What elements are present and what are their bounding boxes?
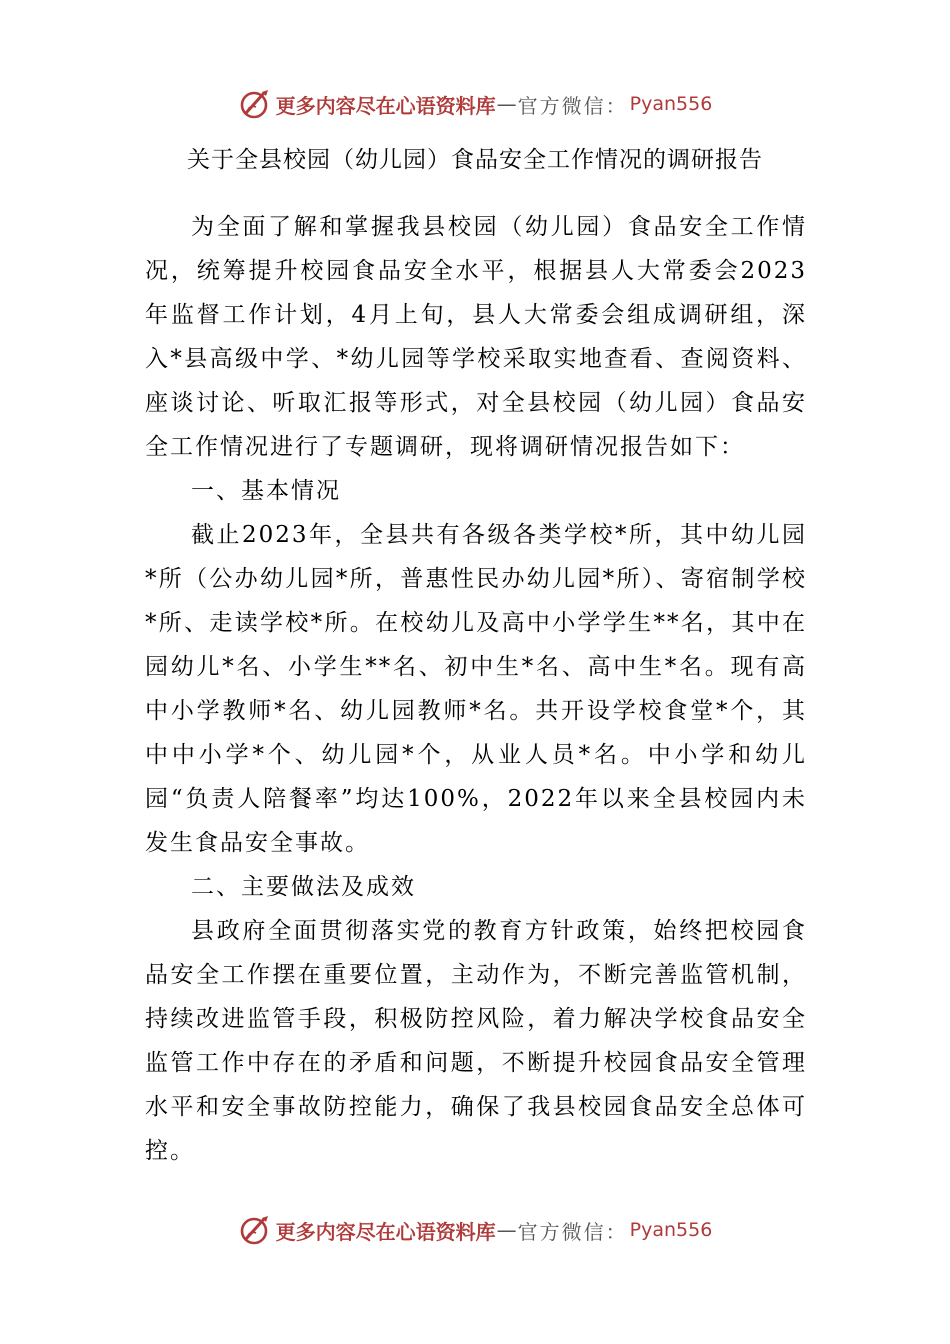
document-body [145,205,807,1173]
document-title: 关于全县校园（幼儿园）食品安全工作情况的调研报告 [187,147,763,173]
banner-wechat-id: Pyan556 [629,1219,713,1241]
pen-logo-icon [238,1213,272,1247]
section-heading-basic: 一、基本情况 [191,478,341,504]
basic-situation-paragraph: 截止2023年，全县共有各级各类学校*所，其中幼儿园*所（公办幼儿园*所，普惠性民办幼儿园*所）、寄宿制学校*所、走读学校*所。在校幼儿及高中小学学生**名，其中在园幼儿*名、小学生**名、初中生*名、高中生*名。现有高中小学教师*名、幼儿园教师*名。共开设学校食堂*个，其中中小学*个、幼儿园*个，从业人员*名。中小学和幼儿园“负责人陪餐率”均达100%，2022年以来全县校园内未发生食品安全事故。 [145,522,807,856]
watermark-banner-bottom [0,1210,950,1250]
banner-wechat-label: 官方微信： [517,1219,628,1244]
banner-wechat-id: Pyan556 [629,93,713,115]
banner-separator: — [496,92,517,116]
banner-separator: — [496,1218,517,1242]
watermark-banner-top [0,84,950,124]
banner-wechat-label: 官方微信： [517,93,628,118]
banner-main-text: 更多内容尽在心语资料库 [275,1219,496,1244]
banner-main-text: 更多内容尽在心语资料库 [275,93,496,118]
measures-paragraph: 县政府全面贯彻落实党的教育方针政策，始终把校园食品安全工作摆在重要位置，主动作为，不断完善监管机制，持续改进监管手段，积极防控风险，着力解决学校食品安全监管工作中存在的矛盾和问题，不断提升校园食品安全管理水平和安全事故防控能力，确保了我县校园食品安全总体可控。 [145,918,807,1164]
pen-logo-icon [238,87,272,121]
intro-paragraph: 为全面了解和掌握我县校园（幼儿园）食品安全工作情况，统筹提升校园食品安全水平，根据县人大常委会2023年监督工作计划，4月上旬，县人大常委会组成调研组，深入*县高级中学、*幼儿园等学校采取实地查看、查阅资料、座谈讨论、听取汇报等形式，对全县校园（幼儿园）食品安全工作情况进行了专题调研，现将调研情况报告如下： [145,214,807,460]
section-heading-measures: 二、主要做法及成效 [191,874,416,900]
